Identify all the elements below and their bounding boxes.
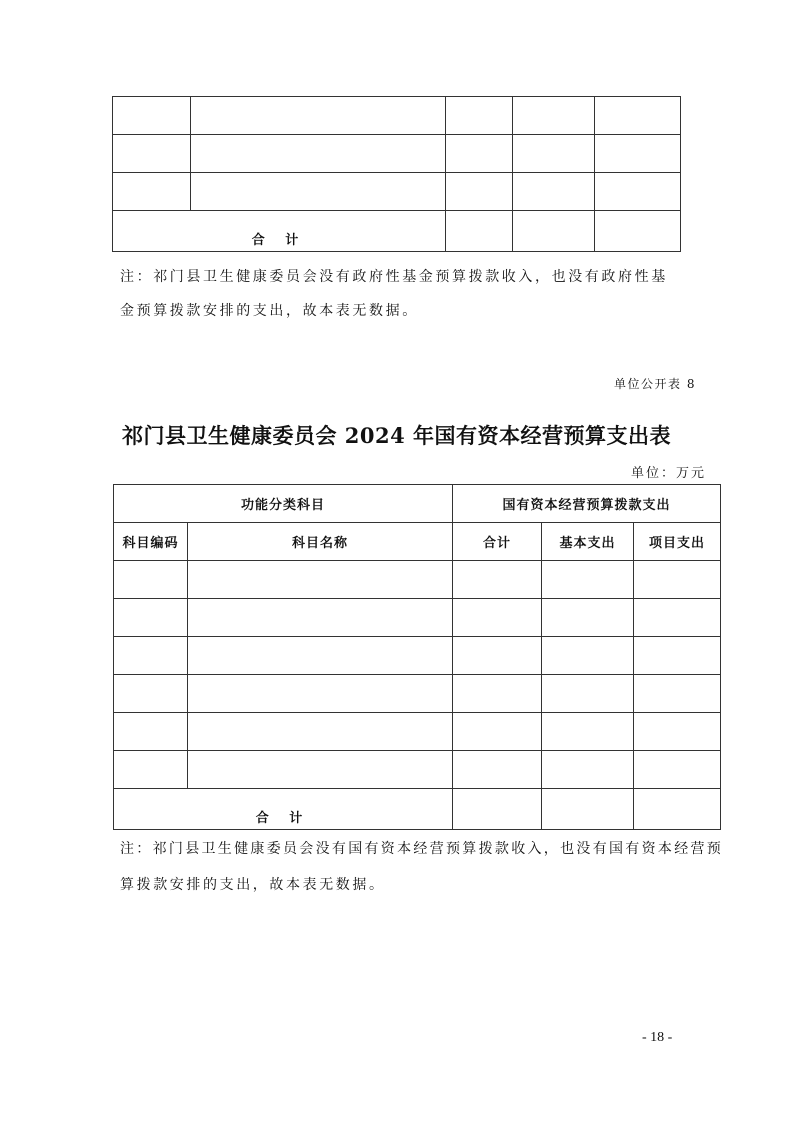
header-basic: 基本支出: [542, 523, 634, 561]
header-name: 科目名称: [188, 523, 453, 561]
note-state-capital-line1: 注：祁门县卫生健康委员会没有国有资本经营预算拨款收入，也没有国有资本经营预: [120, 841, 724, 857]
cell-code: [114, 561, 188, 599]
cell-name: [188, 675, 453, 713]
cell-code: [114, 675, 188, 713]
cell-basic: [513, 173, 595, 211]
cell-project: [595, 135, 681, 173]
cell-project: [634, 675, 721, 713]
table-row: [113, 97, 681, 135]
table-row: [114, 675, 721, 713]
cell-total: [446, 173, 513, 211]
table-row: [113, 173, 681, 211]
header-project: 项目支出: [634, 523, 721, 561]
cell-name: [188, 561, 453, 599]
cell-total: [453, 599, 542, 637]
cell-basic: [513, 97, 595, 135]
cell-total: [453, 637, 542, 675]
header-code: 科目编码: [114, 523, 188, 561]
cell-project: [634, 637, 721, 675]
cell-total: [453, 561, 542, 599]
total-project-cell: [634, 789, 721, 830]
cell-project: [595, 97, 681, 135]
cell-code: [113, 135, 191, 173]
cell-name: [188, 599, 453, 637]
page-title: 祁门县卫生健康委员会 2024 年国有资本经营预算支出表: [121, 423, 672, 448]
table-row: [114, 599, 721, 637]
table-row: [114, 713, 721, 751]
cell-code: [114, 751, 188, 789]
cell-total: [453, 713, 542, 751]
cell-total: [446, 135, 513, 173]
cell-name: [191, 135, 446, 173]
government-fund-table-continued: [112, 96, 681, 252]
table-row: [113, 135, 681, 173]
header-state-capital-allocation: 国有资本经营预算拨款支出: [453, 485, 721, 523]
total-basic-cell: [513, 211, 595, 252]
cell-code: [113, 173, 191, 211]
note-government-fund-line2: 金预算拨款安排的支出，故本表无数据。: [120, 303, 419, 319]
total-row-label: 合 计: [113, 211, 446, 252]
total-cell: [446, 211, 513, 252]
cell-code: [114, 637, 188, 675]
total-basic-cell: [542, 789, 634, 830]
total-project-cell: [595, 211, 681, 252]
cell-total: [453, 751, 542, 789]
cell-project: [595, 173, 681, 211]
cell-name: [188, 637, 453, 675]
cell-basic: [542, 713, 634, 751]
page-number: - 18 -: [642, 1030, 673, 1045]
table-row: [114, 561, 721, 599]
cell-code: [114, 713, 188, 751]
group-header-row: [114, 485, 721, 523]
total-row-label: 合 计: [114, 789, 453, 830]
cell-project: [634, 561, 721, 599]
cell-name: [191, 173, 446, 211]
cell-code: [113, 97, 191, 135]
cell-basic: [542, 637, 634, 675]
cell-project: [634, 751, 721, 789]
header-functional-classification: 功能分类科目: [114, 485, 453, 523]
cell-name: [191, 97, 446, 135]
cell-basic: [542, 675, 634, 713]
cell-total: [446, 97, 513, 135]
column-header-row: [114, 523, 721, 561]
cell-code: [114, 599, 188, 637]
note-state-capital-line2: 算拨款安排的支出，故本表无数据。: [120, 877, 386, 893]
cell-basic: [542, 561, 634, 599]
table-row: [114, 751, 721, 789]
state-capital-expenditure-table: [113, 484, 721, 830]
cell-basic: [542, 599, 634, 637]
cell-basic: [513, 135, 595, 173]
unit-label: 单位：万元: [630, 466, 706, 481]
total-cell: [453, 789, 542, 830]
table-row: [114, 637, 721, 675]
cell-name: [188, 713, 453, 751]
cell-project: [634, 713, 721, 751]
header-total: 合计: [453, 523, 542, 561]
cell-basic: [542, 751, 634, 789]
cell-name: [188, 751, 453, 789]
cell-total: [453, 675, 542, 713]
total-row: [113, 211, 681, 252]
total-row: [114, 789, 721, 830]
table-tag: 单位公开表 8: [614, 377, 696, 391]
note-government-fund-line1: 注：祁门县卫生健康委员会没有政府性基金预算拨款收入，也没有政府性基: [120, 269, 668, 285]
cell-project: [634, 599, 721, 637]
